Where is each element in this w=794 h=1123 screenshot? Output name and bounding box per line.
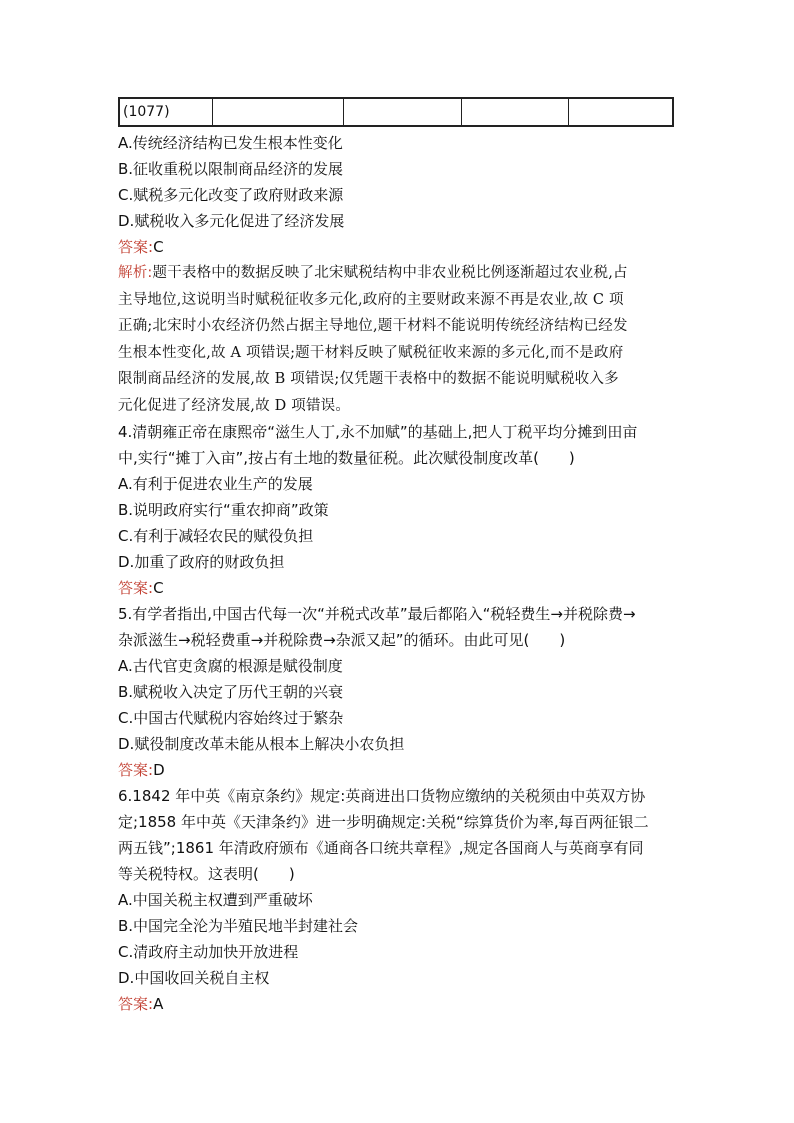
table-cell: (1077) (119, 98, 213, 126)
option-a: A.传统经济结构已发生根本性变化 (118, 134, 343, 152)
question-stem-line: 5.有学者指出,中国古代每一次“并税式改革”最后都陷入“税轻费生→并税除费→ (118, 605, 636, 623)
option-b: B.赋税收入决定了历代王朝的兴衰 (118, 683, 344, 701)
table-cell (569, 98, 674, 126)
option-c: C.清政府主动加快开放进程 (118, 943, 299, 961)
option-d: D.赋税收入多元化促进了经济发展 (118, 212, 345, 230)
answer-value: C (153, 579, 164, 597)
option-c: C.有利于减轻农民的赋役负担 (118, 527, 314, 545)
option-a: A.古代官吏贪腐的根源是赋役制度 (118, 657, 343, 675)
option-a: A.中国关税主权遭到严重破坏 (118, 891, 313, 909)
answer-line (118, 757, 678, 783)
question-stem-line: 中,实行“摊丁入亩”,按占有土地的数量征税。此次赋役制度改革( ) (118, 449, 575, 467)
option-c: C.中国古代赋税内容始终过于繁杂 (118, 709, 344, 727)
option-c: C.赋税多元化改变了政府财政来源 (118, 186, 344, 204)
explanation-line: 正确;北宋时小农经济仍然占据主导地位,题干材料不能说明传统经济结构已经发 (118, 318, 628, 334)
answer-label: 答案: (118, 579, 154, 597)
question-5 (118, 601, 678, 783)
option-b: B.征收重税以限制商品经济的发展 (118, 160, 344, 178)
question-4 (118, 419, 678, 601)
answer-line (118, 575, 678, 601)
table-cell (462, 98, 569, 126)
table-cell (344, 98, 462, 126)
explanation-label: 解析: (118, 265, 153, 281)
option-b: B.中国完全沦为半殖民地半封建社会 (118, 917, 359, 935)
question-stem-line: 两五钱”;1861 年清政府颁布《通商各口统共章程》,规定各国商人与英商享有同 (118, 839, 644, 857)
answer-label: 答案: (118, 238, 154, 256)
explanation-line (118, 260, 678, 287)
explanation-line: 限制商品经济的发展,故 B 项错误;仅凭题干表格中的数据不能说明赋税收入多 (118, 371, 619, 387)
table-cell (213, 98, 344, 126)
explanation-line: 元化促进了经济发展,故 D 项错误。 (118, 397, 351, 414)
question-stem-line: 4.清朝雍正帝在康熙帝“滋生人丁,永不加赋”的基础上,把人丁税平均分摊到田亩 (118, 423, 638, 441)
question-stem-line: 等关税特权。这表明( ) (118, 865, 295, 883)
explanation-line: 主导地位,这说明当时赋税征收多元化,政府的主要财政来源不再是农业,故 C 项 (118, 291, 624, 308)
answer-value: D (153, 761, 165, 779)
option-d: D.赋役制度改革未能从根本上解决小农负担 (118, 735, 405, 753)
option-d: D.中国收回关税自主权 (118, 969, 270, 987)
question-stem-line: 定;1858 年中英《天津条约》进一步明确规定:关税“综算货价为率,每百两征银二 (118, 813, 649, 831)
question-stem-line: 杂派滋生→税轻费重→并税除费→杂派又起”的循环。由此可见( ) (118, 631, 566, 649)
table-row (119, 98, 673, 126)
explanation-line: 生根本性变化,故 A 项错误;题干材料反映了赋税征收来源的多元化,而不是政府 (118, 344, 624, 361)
option-b: B.说明政府实行“重农抑商”政策 (118, 501, 329, 519)
answer-value: A (153, 995, 164, 1013)
explanation-text: 题干表格中的数据反映了北宋赋税结构中非农业税比例逐渐超过农业税,占 (152, 265, 628, 281)
document-page (118, 97, 678, 1017)
option-a: A.有利于促进农业生产的发展 (118, 475, 313, 493)
answer-line (118, 991, 678, 1017)
option-d: D.加重了政府的财政负担 (118, 553, 285, 571)
question-6 (118, 783, 678, 1017)
question-3 (118, 130, 678, 419)
answer-label: 答案: (118, 761, 154, 779)
answer-line (118, 234, 678, 260)
tax-table-fragment (118, 97, 674, 127)
question-stem-line: 6.1842 年中英《南京条约》规定:英商进出口货物应缴纳的关税须由中英双方协 (118, 787, 646, 805)
answer-value: C (153, 238, 164, 256)
answer-label: 答案: (118, 995, 154, 1013)
